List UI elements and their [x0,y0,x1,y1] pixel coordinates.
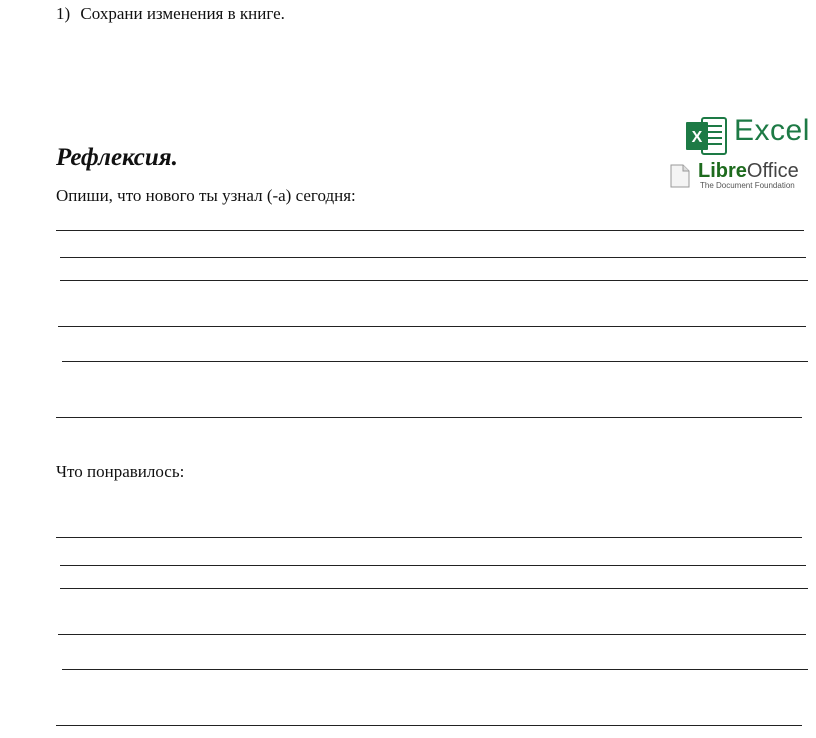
answer-line [58,634,806,635]
app-logos [664,116,816,190]
answer-line [56,725,802,726]
answer-line [58,326,806,327]
excel-logo-text: Excel [734,116,810,147]
answer-line [56,230,804,231]
question-liked: Что понравилось: [56,462,185,481]
answer-line [60,588,808,589]
libreoffice-brand-regular: Office [746,160,799,182]
answer-line [60,257,806,258]
libreoffice-logo-text [698,160,799,183]
reflection-title: Рефлексия. [56,144,178,171]
answer-line [62,361,808,362]
answer-line [56,537,802,538]
libreoffice-brand-bold: Libre [698,160,747,182]
answer-line [60,565,806,566]
task-item [56,4,285,24]
svg-text:X: X [691,129,703,146]
task-number: 1) [56,4,71,23]
question-new-learned: Опиши, что нового ты узнал (-а) сегодня: [56,186,356,205]
task-text: Сохрани изменения в книге. [80,4,285,23]
answer-line [56,417,802,418]
answer-line [60,280,808,281]
excel-icon [686,116,728,156]
answer-line [62,669,808,670]
libreoffice-subtitle: The Document Foundation [700,181,795,190]
libreoffice-icon [670,164,690,188]
